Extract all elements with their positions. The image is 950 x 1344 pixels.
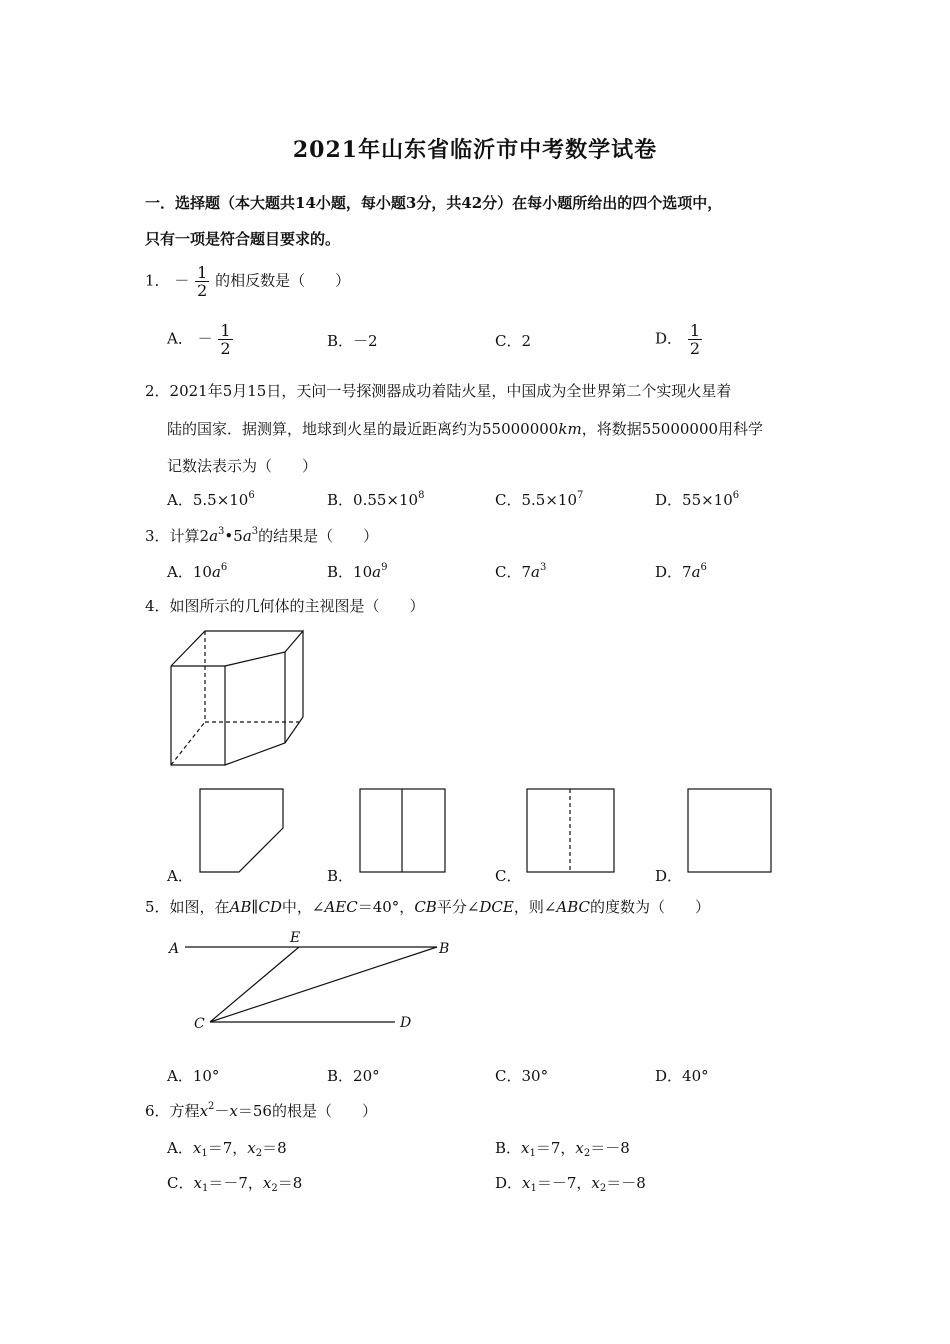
option-exponent: 8 — [418, 490, 425, 501]
variable: x — [247, 1139, 256, 1157]
option-coefficient: 7 — [682, 563, 692, 581]
option-label: A． — [167, 1067, 193, 1085]
question-5 — [145, 896, 710, 917]
question-text: •5 — [224, 527, 243, 545]
option-coefficient: 10 — [192, 563, 212, 581]
subscript: 2 — [271, 1183, 278, 1194]
question-text: 方程 — [169, 1102, 200, 1120]
point-label-b: B — [439, 941, 450, 957]
point-label-d: D — [400, 1015, 412, 1031]
hidden-edge — [171, 722, 205, 765]
question-text: 2021年5月15日，天问一号探测器成功着陆火星，中国成为全世界第二个实现火星着 — [169, 382, 732, 400]
minus-sign: － — [174, 271, 190, 290]
option-label: A． — [167, 329, 193, 348]
question-number: 4． — [145, 597, 170, 615]
point-label-e: E — [290, 930, 301, 946]
exponent: 3 — [218, 526, 225, 537]
option-text: 30° — [521, 1067, 549, 1085]
question-text: － — [214, 1102, 230, 1120]
option-label: A． — [167, 1139, 193, 1157]
segment-cd: CD — [258, 898, 282, 916]
subscript: 1 — [201, 1183, 209, 1194]
fraction-numerator: 1 — [197, 263, 208, 282]
option-base: 0.55×10 — [353, 491, 419, 509]
question-text: ，则∠ — [513, 898, 557, 916]
option-text: 40° — [682, 1067, 709, 1085]
option-base: 5.5×10 — [521, 491, 577, 509]
variable: a — [372, 563, 382, 581]
question-2-line3: 记数法表示为（ ） — [167, 457, 318, 475]
section-header-line1: 一．选择题（本大题共14小题，每小题3分，共42分）在每小题所给出的四个选项中， — [145, 194, 723, 212]
q2-option-b — [327, 489, 424, 510]
question-text: 计算2 — [169, 527, 210, 545]
q1-option-a — [167, 322, 234, 357]
option-text: ＝8 — [262, 1139, 287, 1157]
option-text: 20° — [353, 1067, 380, 1085]
question-3 — [145, 525, 378, 546]
variable: x — [575, 1139, 584, 1157]
fraction — [218, 322, 232, 357]
line-ce — [210, 947, 299, 1022]
subscript: 1 — [529, 1148, 536, 1159]
q5-option-d — [655, 1065, 709, 1086]
variable: x — [591, 1174, 600, 1192]
question-1 — [145, 264, 350, 299]
question-2-line2 — [167, 418, 763, 439]
exponent: 3 — [539, 562, 547, 573]
option-text: ＝－8 — [606, 1174, 646, 1192]
variable: x — [199, 1102, 209, 1120]
q4-solid-figure — [165, 625, 310, 770]
solid-edge — [171, 631, 303, 666]
unit-km: km — [558, 420, 582, 438]
fraction-numerator: 1 — [689, 321, 700, 340]
variable: x — [262, 1174, 272, 1192]
question-number: 1． — [145, 271, 170, 290]
q3-option-c — [495, 561, 546, 582]
subscript: 2 — [583, 1148, 591, 1159]
question-number: 5． — [145, 898, 170, 916]
variable: a — [209, 527, 219, 545]
subscript: 1 — [201, 1148, 208, 1159]
question-text: ＝56的根是（ ） — [237, 1102, 377, 1120]
q3-option-b — [327, 561, 387, 582]
fraction — [688, 322, 702, 357]
option-text: ＝－8 — [590, 1139, 630, 1157]
q4-option-b-label: B． — [327, 867, 354, 885]
q3-option-d — [655, 561, 707, 582]
variable: x — [521, 1139, 530, 1157]
option-label: B． — [327, 1067, 354, 1085]
option-label: B． — [495, 1139, 522, 1157]
fraction — [195, 264, 209, 299]
option-text: 10° — [192, 1067, 220, 1085]
question-text: 平分∠ — [436, 898, 480, 916]
q2-option-a — [167, 489, 255, 510]
option-label: D． — [655, 563, 683, 581]
question-number: 6． — [145, 1102, 170, 1120]
question-text: 的相反数是（ ） — [215, 271, 351, 290]
fraction-denominator: 2 — [220, 339, 231, 358]
option-exponent: 6 — [248, 490, 255, 501]
variable: x — [193, 1174, 202, 1192]
q6-option-c — [167, 1172, 302, 1193]
variable: a — [531, 563, 540, 581]
option-label: C． — [167, 1174, 194, 1192]
option-text: ＝7， — [535, 1139, 576, 1157]
option-label: C． — [495, 563, 522, 581]
exponent: 3 — [251, 526, 259, 537]
question-6 — [145, 1100, 377, 1121]
solid-edge — [285, 631, 303, 743]
q3-option-a — [167, 561, 227, 582]
q6-option-a — [167, 1137, 287, 1158]
variable: x — [229, 1102, 238, 1120]
q4-option-a-figure — [199, 788, 285, 874]
question-text: 的结果是（ ） — [258, 527, 379, 545]
option-text: ＝－7， — [208, 1174, 263, 1192]
angle-dce: DCE — [479, 898, 514, 916]
variable: x — [192, 1139, 202, 1157]
angle-abc: ABC — [556, 898, 591, 916]
option-base: 5.5×10 — [192, 491, 249, 509]
question-number: 3． — [145, 527, 170, 545]
option-text: ＝7， — [207, 1139, 248, 1157]
exponent: 2 — [208, 1101, 215, 1112]
option-coefficient: 7 — [521, 563, 532, 581]
solid-edge — [225, 652, 285, 765]
option-label: B． — [327, 332, 354, 350]
segment-ab: AB — [229, 898, 252, 916]
variable: a — [211, 563, 221, 581]
point-label-a: A — [169, 941, 180, 957]
option-label: C． — [495, 332, 522, 350]
option-label: A． — [167, 491, 193, 509]
subscript: 1 — [530, 1183, 537, 1194]
question-4 — [145, 595, 425, 616]
question-text: 中，∠ — [281, 898, 325, 916]
q2-option-c — [495, 489, 583, 510]
option-exponent: 7 — [577, 490, 584, 501]
section-header-line2: 只有一项是符合题目要求的。 — [145, 230, 341, 248]
q4-option-d-label: D． — [655, 867, 683, 885]
exponent: 9 — [381, 562, 388, 573]
option-label: D． — [655, 491, 683, 509]
variable: a — [242, 527, 252, 545]
question-text: ，将数据55000000用科学 — [581, 420, 764, 438]
q4-option-d-figure — [687, 788, 773, 874]
q5-option-c — [495, 1065, 548, 1086]
option-label: A． — [167, 563, 193, 581]
question-text: ＝40°， — [357, 898, 415, 916]
subscript: 2 — [255, 1148, 263, 1159]
option-label: D． — [655, 1067, 683, 1085]
question-number: 2． — [145, 382, 170, 400]
q5-option-b — [327, 1065, 380, 1086]
q2-option-d — [655, 489, 739, 510]
subscript: 2 — [599, 1183, 607, 1194]
option-coefficient: 10 — [353, 563, 373, 581]
option-exponent: 6 — [732, 490, 740, 501]
line-cb — [210, 947, 437, 1022]
q1-option-b — [327, 330, 378, 351]
page-title: 2021年山东省临沂市中考数学试卷 — [292, 137, 658, 163]
q4-option-c-label: C． — [495, 867, 522, 885]
q4-option-b-figure — [359, 788, 447, 874]
q5-figure — [165, 928, 465, 1033]
option-text: 2 — [521, 332, 532, 350]
solid-edge — [171, 666, 225, 765]
option-label: D． — [495, 1174, 523, 1192]
q4-option-a-label: A． — [167, 867, 193, 885]
question-text: 如图，在 — [169, 898, 230, 916]
option-label: C． — [495, 1067, 522, 1085]
fraction-denominator: 2 — [197, 281, 208, 300]
option-label: C． — [495, 491, 522, 509]
exponent: 6 — [700, 562, 707, 573]
q1-option-c — [495, 330, 531, 351]
question-text: 陆的国家．据测算，地球到火星的最近距离约为55000000 — [167, 420, 559, 438]
question-text: 的度数为（ ） — [590, 898, 711, 916]
option-text: －2 — [353, 332, 378, 350]
point-label-c: C — [194, 1016, 205, 1032]
exponent: 6 — [220, 562, 228, 573]
option-text: ＝8 — [277, 1174, 303, 1192]
segment-cb: CB — [414, 898, 437, 916]
option-base: 55×10 — [682, 491, 733, 509]
option-label: B． — [327, 563, 354, 581]
variable: x — [522, 1174, 531, 1192]
variable: a — [691, 563, 701, 581]
fraction-numerator: 1 — [220, 321, 231, 340]
question-2-line1 — [145, 380, 731, 401]
q6-option-d — [495, 1172, 646, 1193]
q5-option-a — [167, 1065, 219, 1086]
q6-option-b — [495, 1137, 630, 1158]
option-text: ＝－7， — [536, 1174, 592, 1192]
option-label: D． — [655, 329, 683, 348]
q1-option-d — [655, 322, 703, 357]
parallel-symbol: ∥ — [251, 898, 259, 916]
q4-option-c-figure — [526, 788, 616, 874]
fraction-denominator: 2 — [689, 339, 700, 358]
minus-sign: － — [197, 329, 213, 348]
angle-aec: AEC — [324, 898, 358, 916]
question-text: 如图所示的几何体的主视图是（ ） — [169, 597, 425, 615]
option-label: B． — [327, 491, 354, 509]
